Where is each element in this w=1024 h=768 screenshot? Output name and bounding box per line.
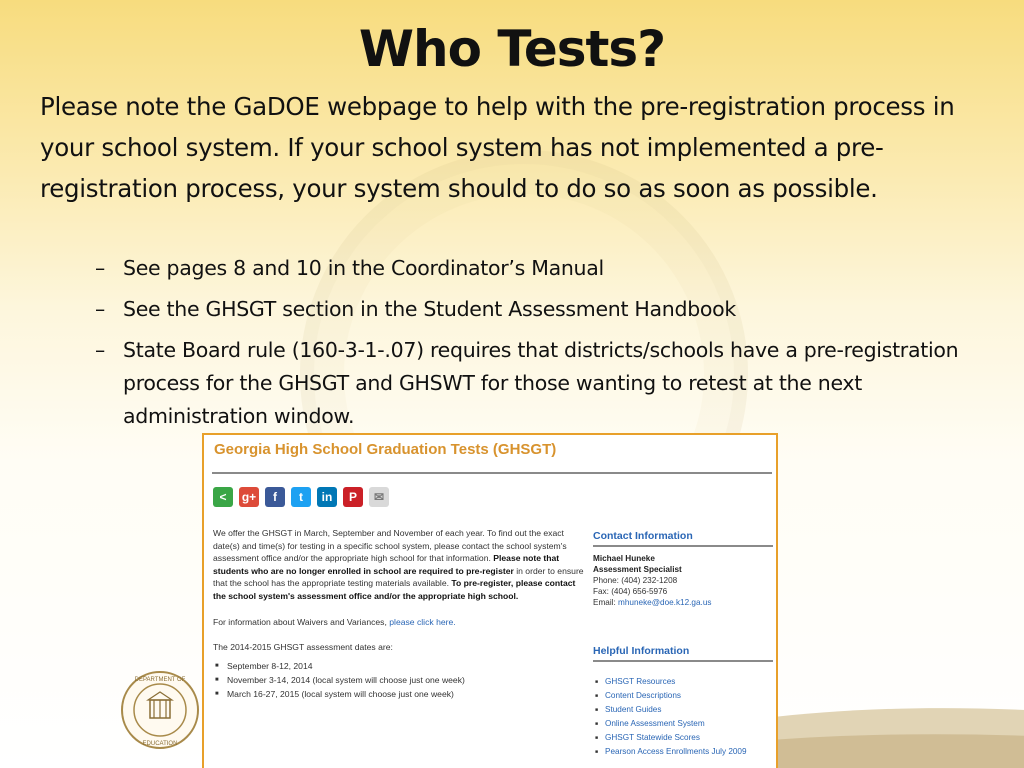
- bullet-item: [95, 293, 995, 326]
- helpful-link-item: [593, 704, 773, 715]
- helpful-link[interactable]: GHSGT Statewide Scores: [605, 733, 700, 742]
- helpful-divider: [593, 660, 773, 662]
- email-label: Email:: [593, 598, 619, 607]
- contact-divider: [593, 545, 773, 547]
- bullet-text: See the GHSGT section in the Student Assessment Handbook: [123, 297, 736, 321]
- slide-title: Who Tests?: [358, 20, 666, 78]
- bullet-list: [95, 252, 995, 441]
- date-item: ■ March 16-27, 2015 (local system will choose just one week): [213, 688, 585, 701]
- helpful-link-item: [593, 746, 773, 757]
- helpful-link[interactable]: Content Descriptions: [605, 691, 681, 700]
- main-content: [213, 527, 585, 702]
- helpful-heading: Helpful Information: [593, 645, 690, 657]
- bullet-item: [95, 334, 995, 433]
- dates-list: [213, 660, 585, 701]
- intro-paragraph: Please note the GaDOE webpage to help with the pre-registration process in your school system. If your school system has not implemented a pre-registration process, your system should to do so as soon as possible.: [40, 92, 955, 203]
- contact-role: Assessment Specialist: [593, 565, 682, 574]
- contact-heading: Contact Information: [593, 530, 693, 542]
- para-text: We offer the GHSGT in March, September and November of each year. To find out the exact date(s) and time(s) for testing in a specific school system, please contact the school system's assessment office and/or the appropriate high school for that information.: [213, 528, 567, 564]
- waivers-link[interactable]: please click here.: [389, 616, 456, 627]
- helpful-link-item: [593, 732, 773, 743]
- helpful-link[interactable]: Pearson Access Enrollments July 2009: [605, 747, 747, 756]
- bullet-text: State Board rule (160-3-1-.07) requires that districts/schools have a pre-registration process for the GHSGT and GHSWT for those wanting to retest at the next administration window.: [123, 338, 959, 428]
- dash-marker: –: [95, 297, 105, 321]
- contact-name: Michael Huneke: [593, 554, 655, 563]
- para-bold: Please note that students who are no longer enrolled in school are required to pre-register: [213, 553, 560, 576]
- logo-top-text: DEPARTMENT OF: [134, 677, 186, 683]
- share-icon[interactable]: <: [213, 487, 233, 507]
- logo-bottom-text: EDUCATION: [142, 741, 178, 747]
- helpful-links: [593, 676, 773, 757]
- intro-text: [213, 527, 585, 603]
- helpful-link[interactable]: GHSGT Resources: [605, 677, 676, 686]
- sidebar: [593, 531, 773, 760]
- date-item: ■ November 3-14, 2014 (local system will choose just one week): [213, 674, 585, 687]
- helpful-link-item: [593, 676, 773, 687]
- dash-marker: –: [95, 338, 105, 362]
- google-plus-icon[interactable]: g+: [239, 487, 259, 507]
- facebook-icon[interactable]: f: [265, 487, 285, 507]
- gadoe-seal-logo: [120, 670, 200, 750]
- date-item: ■ September 8-12, 2014: [213, 660, 585, 673]
- bullet-item: [95, 252, 995, 285]
- helpful-link[interactable]: Student Guides: [605, 705, 662, 714]
- pinterest-icon[interactable]: P: [343, 487, 363, 507]
- share-bar: [213, 487, 389, 507]
- twitter-icon[interactable]: t: [291, 487, 311, 507]
- contact-email-link[interactable]: mhuneke@doe.k12.ga.us: [618, 598, 712, 607]
- email-icon[interactable]: ✉: [369, 487, 389, 507]
- dates-intro: The 2014-2015 GHSGT assessment dates are:: [213, 642, 393, 653]
- dash-marker: –: [95, 256, 105, 280]
- waivers-text: [213, 616, 585, 629]
- waivers-label: For information about Waivers and Variances,: [213, 616, 390, 627]
- webpage-title: Georgia High School Graduation Tests (GHSGT): [214, 441, 557, 458]
- para-text: in order to ensure that the school has the appropriate testing materials available.: [213, 565, 584, 589]
- webpage-screenshot: [202, 433, 778, 768]
- linkedin-icon[interactable]: in: [317, 487, 337, 507]
- helpful-link-item: [593, 718, 773, 729]
- contact-phone: Phone: (404) 232-1208: [593, 576, 678, 585]
- contact-email-row: [593, 597, 773, 608]
- title-divider: [212, 472, 772, 474]
- contact-fax: Fax: (404) 656-5976: [593, 587, 668, 596]
- bullet-text: See pages 8 and 10 in the Coordinator’s Manual: [123, 256, 604, 280]
- helpful-link-item: [593, 690, 773, 701]
- helpful-link[interactable]: Online Assessment System: [605, 719, 705, 728]
- para-bold: To pre-register, please contact the school system's assessment office and/or the appropriate high school.: [213, 578, 576, 601]
